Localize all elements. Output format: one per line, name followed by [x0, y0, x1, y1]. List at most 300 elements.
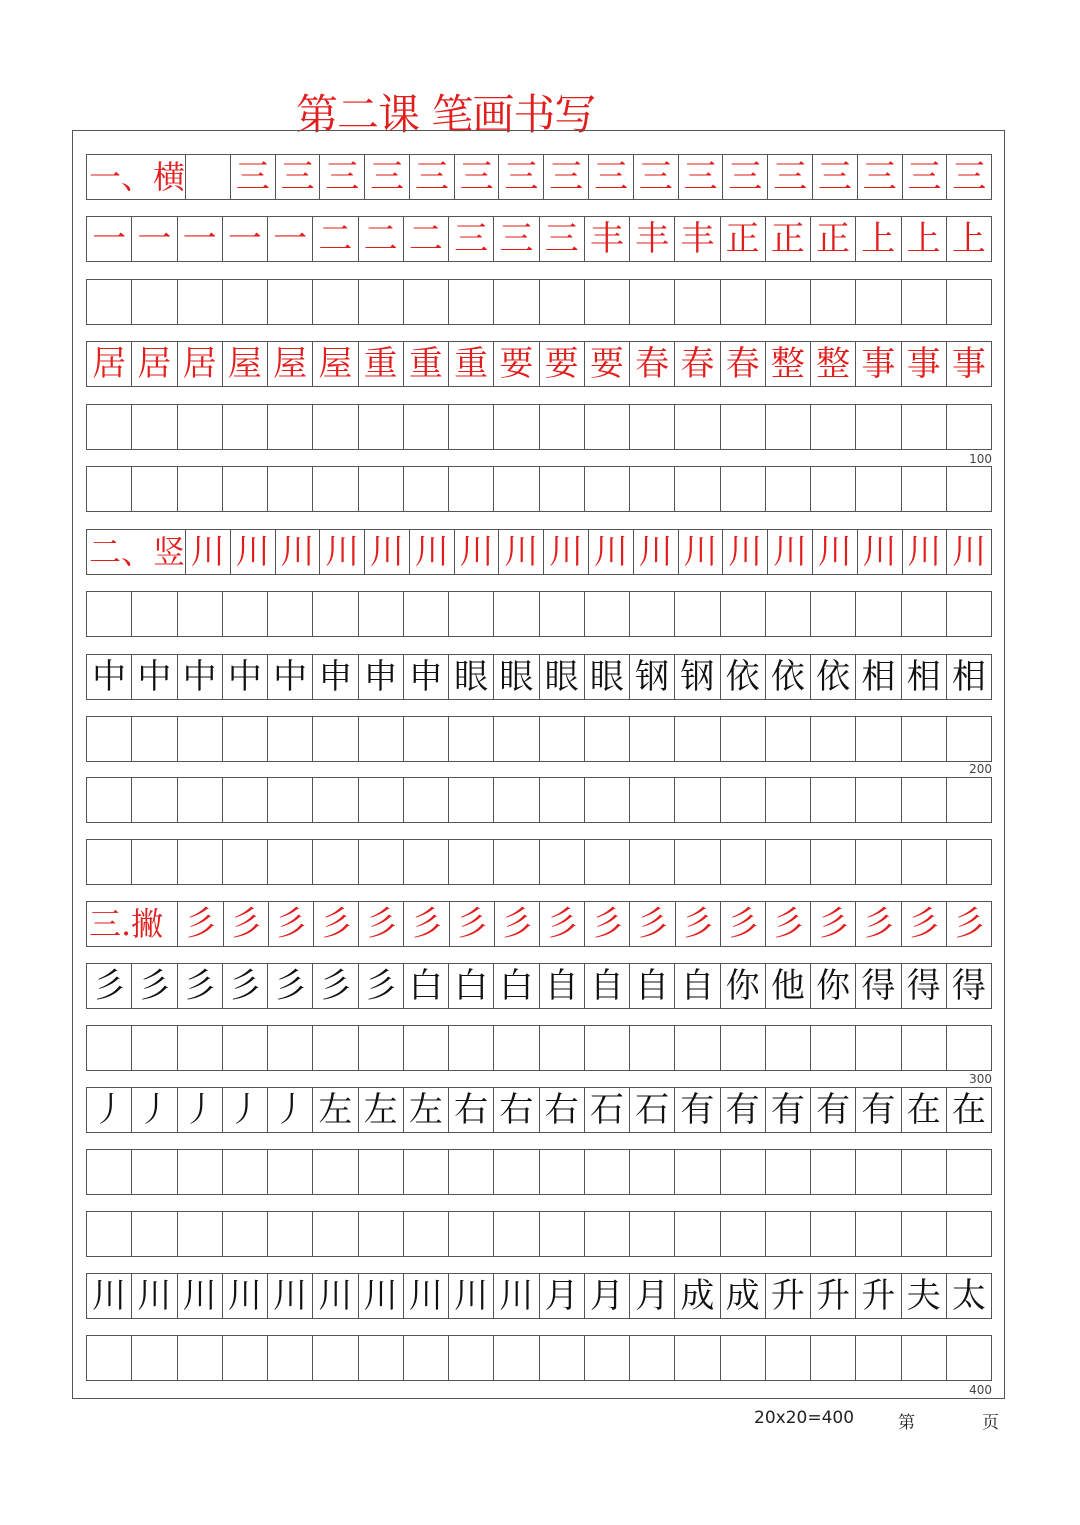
grid-cell: 春 — [630, 342, 675, 386]
grid-cell: 你 — [721, 964, 766, 1008]
grid-row — [86, 591, 992, 637]
grid-cell — [268, 1150, 313, 1194]
grid-cell: 三 — [903, 155, 948, 199]
grid-cell: 事 — [856, 342, 901, 386]
grid-cell — [947, 778, 991, 822]
grid-cell — [540, 1026, 585, 1070]
grid-cell: 整 — [811, 342, 856, 386]
grid-cell: 彡 — [178, 964, 223, 1008]
grid-cell: 三 — [589, 155, 634, 199]
grid-cell: 成 — [675, 1274, 720, 1318]
grid-cell: 彡 — [766, 902, 811, 946]
grid-cell — [132, 1150, 177, 1194]
grid-cell: 申 — [404, 655, 449, 699]
grid-cell: 眼 — [494, 655, 539, 699]
grid-cell: 川 — [768, 530, 813, 574]
grid-cell — [721, 1026, 766, 1070]
grid-cell: 三 — [858, 155, 903, 199]
grid-cell: 你 — [811, 964, 856, 1008]
grid-cell: 川 — [858, 530, 903, 574]
grid-cell — [721, 592, 766, 636]
grid-cell — [359, 717, 404, 761]
grid-cell — [404, 840, 449, 884]
grid-cell — [132, 405, 177, 449]
grid-cell — [585, 592, 630, 636]
grid-cell: 一 — [268, 217, 313, 261]
grid-cell: 彡 — [404, 902, 449, 946]
grid-cell: 三 — [540, 217, 585, 261]
grid-cell: 丿 — [223, 1088, 268, 1132]
grid-cell: 三 — [634, 155, 679, 199]
grid-cell — [178, 1336, 223, 1380]
grid-cell — [449, 717, 494, 761]
grid-cell — [947, 280, 991, 324]
grid-cell: 二 — [404, 217, 449, 261]
grid-cell: 彡 — [178, 902, 223, 946]
section-heading: 一、横 — [87, 155, 186, 199]
grid-cell — [359, 1026, 404, 1070]
grid-cell — [540, 1150, 585, 1194]
grid-cell — [223, 467, 268, 511]
grid-cell — [494, 1026, 539, 1070]
grid-cell — [630, 280, 675, 324]
page-title: 第二课 笔画书写 — [296, 90, 596, 139]
grid-cell: 月 — [585, 1274, 630, 1318]
grid-cell: 右 — [494, 1088, 539, 1132]
grid-cell: 中 — [132, 655, 177, 699]
grid-cell: 三 — [768, 155, 813, 199]
grid-cell — [675, 778, 720, 822]
grid-cell: 川 — [313, 1274, 358, 1318]
grid-cell — [178, 405, 223, 449]
grid-cell — [721, 405, 766, 449]
grid-cell — [404, 467, 449, 511]
grid-cell: 相 — [951, 657, 986, 697]
grid-cell — [721, 840, 766, 884]
grid-cell — [675, 280, 720, 324]
grid-cell — [902, 1150, 947, 1194]
grid-cell: 川 — [276, 530, 321, 574]
grid-cell — [494, 405, 539, 449]
grid-cell: 在 — [951, 1090, 986, 1130]
grid-cell: 自 — [630, 964, 675, 1008]
grid-cell: 居 — [87, 342, 132, 386]
grid-cell: 三 — [679, 155, 724, 199]
grid-cell — [404, 280, 449, 324]
grid-cell: 钢 — [630, 655, 675, 699]
grid-cell — [630, 840, 675, 884]
grid-cell: 川 — [365, 530, 410, 574]
grid-cell — [856, 778, 901, 822]
grid-cell: 三 — [813, 155, 858, 199]
grid-cell — [721, 717, 766, 761]
grid-cell: 屋 — [268, 342, 313, 386]
grid-cell: 重 — [449, 342, 494, 386]
grid-cell: 彡 — [856, 902, 901, 946]
grid-cell — [359, 1150, 404, 1194]
section-heading: 三.撇 — [87, 902, 178, 946]
grid-cell: 中 — [178, 655, 223, 699]
grid-cell — [404, 592, 449, 636]
grid-cell — [947, 467, 991, 511]
grid-cell — [87, 840, 132, 884]
grid-cell: 彡 — [811, 902, 856, 946]
grid-cell — [223, 1150, 268, 1194]
grid-cell — [675, 1212, 720, 1256]
grid-cell: 月 — [630, 1274, 675, 1318]
grid-cell — [721, 1336, 766, 1380]
grid-cell — [585, 1150, 630, 1194]
grid-cell: 丿 — [178, 1088, 223, 1132]
grid-cell: 春 — [721, 342, 766, 386]
grid-cell — [811, 1150, 856, 1194]
grid-cell: 丿 — [87, 1088, 132, 1132]
grid-cell: 三 — [499, 155, 544, 199]
grid-cell — [268, 1336, 313, 1380]
grid-cell: 丿 — [268, 1088, 313, 1132]
grid-cell — [856, 1336, 901, 1380]
grid-row — [86, 1149, 992, 1195]
grid-cell — [223, 405, 268, 449]
grid-cell: 二 — [359, 217, 404, 261]
grid-cell: 三 — [449, 217, 494, 261]
grid-cell — [721, 280, 766, 324]
grid-cell — [947, 1150, 991, 1194]
grid-row — [86, 216, 992, 262]
grid-cell: 他 — [766, 964, 811, 1008]
grid-cell — [947, 1026, 991, 1070]
grid-cell: 依 — [721, 655, 766, 699]
grid-cell — [630, 1336, 675, 1380]
grid-cell — [359, 280, 404, 324]
grid-cell: 彡 — [359, 902, 404, 946]
grid-cell: 事 — [902, 342, 947, 386]
grid-cell — [87, 778, 132, 822]
grid-cell — [766, 1150, 811, 1194]
grid-cell: 眼 — [449, 655, 494, 699]
grid-cell — [223, 840, 268, 884]
grid-row — [86, 901, 992, 947]
grid-cell — [404, 1026, 449, 1070]
grid-cell: 有 — [766, 1088, 811, 1132]
grid-row — [86, 777, 992, 823]
grid-cell — [494, 840, 539, 884]
grid-cell — [268, 840, 313, 884]
grid-row — [86, 963, 992, 1009]
grid-cell: 川 — [449, 1274, 494, 1318]
cell-counter: 400 — [969, 1383, 992, 1397]
grid-cell: 要 — [494, 342, 539, 386]
grid-cell — [132, 280, 177, 324]
grid-cell — [902, 467, 947, 511]
grid-cell: 左 — [404, 1088, 449, 1132]
cell-counter: 300 — [969, 1072, 992, 1086]
grid-cell — [947, 717, 991, 761]
grid-cell — [630, 592, 675, 636]
grid-cell — [186, 155, 231, 199]
grid-cell — [902, 405, 947, 449]
grid-cell — [313, 1212, 358, 1256]
grid-cell: 有 — [811, 1088, 856, 1132]
grid-cell: 川 — [679, 530, 724, 574]
section-heading: 二、竖 — [87, 530, 186, 574]
grid-cell — [585, 717, 630, 761]
grid-cell — [449, 1150, 494, 1194]
grid-cell: 一 — [87, 217, 132, 261]
grid-cell — [811, 1212, 856, 1256]
grid-cell: 川 — [723, 530, 768, 574]
grid-cell: 石 — [630, 1088, 675, 1132]
grid-cell — [404, 1150, 449, 1194]
grid-cell — [449, 280, 494, 324]
grid-cell: 川 — [320, 530, 365, 574]
grid-cell — [87, 1336, 132, 1380]
grid-cell: 彡 — [540, 902, 585, 946]
grid-cell — [268, 592, 313, 636]
grid-cell — [178, 778, 223, 822]
grid-cell: 川 — [903, 530, 948, 574]
grid-cell: 川 — [223, 1274, 268, 1318]
grid-cell: 三 — [544, 155, 589, 199]
grid-cell — [675, 1336, 720, 1380]
grid-cell: 一 — [132, 217, 177, 261]
grid-cell: 中 — [268, 655, 313, 699]
grid-cell — [449, 1336, 494, 1380]
grid-cell — [494, 280, 539, 324]
grid-cell — [811, 405, 856, 449]
grid-cell — [359, 778, 404, 822]
grid-cell — [132, 1336, 177, 1380]
grid-cell: 川 — [589, 530, 634, 574]
grid-cell — [811, 467, 856, 511]
grid-cell — [404, 778, 449, 822]
grid-cell: 彡 — [269, 902, 314, 946]
grid-cell: 川 — [178, 1274, 223, 1318]
grid-cell — [313, 280, 358, 324]
grid-cell: 中 — [223, 655, 268, 699]
grid-cell: 得 — [856, 964, 901, 1008]
grid-row — [86, 279, 992, 325]
grid-cell — [268, 1212, 313, 1256]
grid-cell: 川 — [499, 530, 544, 574]
grid-cell — [449, 467, 494, 511]
grid-cell — [675, 592, 720, 636]
grid-cell — [811, 1336, 856, 1380]
grid-cell — [313, 1026, 358, 1070]
grid-cell: 自 — [675, 964, 720, 1008]
grid-cell — [630, 405, 675, 449]
grid-cell: 川 — [634, 530, 679, 574]
grid-cell: 夫 — [902, 1274, 947, 1318]
grid-cell: 一 — [223, 217, 268, 261]
grid-cell: 三 — [410, 155, 455, 199]
grid-cell — [675, 1150, 720, 1194]
page-number-suffix: 页 — [982, 1413, 999, 1433]
grid-cell — [540, 840, 585, 884]
grid-cell — [675, 467, 720, 511]
grid-cell: 川 — [544, 530, 589, 574]
grid-cell — [404, 717, 449, 761]
grid-cell: 川 — [813, 530, 858, 574]
grid-cell — [811, 840, 856, 884]
grid-cell — [359, 467, 404, 511]
grid-cell — [313, 405, 358, 449]
grid-cell — [721, 1212, 766, 1256]
grid-cell — [540, 1212, 585, 1256]
page-number-label: 第 — [898, 1413, 915, 1433]
grid-cell — [675, 840, 720, 884]
grid-cell — [178, 467, 223, 511]
grid-cell — [902, 778, 947, 822]
grid-cell — [359, 840, 404, 884]
grid-cell — [630, 467, 675, 511]
grid-cell — [856, 1150, 901, 1194]
grid-cell: 自 — [540, 964, 585, 1008]
grid-cell — [585, 1212, 630, 1256]
grid-cell — [178, 1212, 223, 1256]
grid-cell: 上 — [856, 217, 901, 261]
grid-cell — [87, 467, 132, 511]
grid-cell: 屋 — [313, 342, 358, 386]
grid-cell — [856, 405, 901, 449]
grid-cell: 川 — [268, 1274, 313, 1318]
grid-cell: 彡 — [132, 964, 177, 1008]
grid-cell — [132, 467, 177, 511]
grid-cell: 彡 — [314, 902, 359, 946]
grid-cell: 重 — [359, 342, 404, 386]
grid-cell — [268, 280, 313, 324]
grid-cell — [721, 1150, 766, 1194]
grid-cell — [856, 840, 901, 884]
grid-cell: 升 — [811, 1274, 856, 1318]
grid-spec: 20x20=400 — [754, 1408, 855, 1428]
grid-cell: 申 — [313, 655, 358, 699]
grid-cell — [494, 717, 539, 761]
grid-row — [86, 466, 992, 512]
grid-cell: 彡 — [359, 964, 404, 1008]
cell-counter: 100 — [969, 452, 992, 466]
grid-cell — [811, 778, 856, 822]
grid-cell: 彡 — [495, 902, 540, 946]
grid-cell — [313, 717, 358, 761]
grid-row — [86, 1211, 992, 1257]
grid-cell: 正 — [766, 217, 811, 261]
grid-cell — [902, 1026, 947, 1070]
grid-cell — [313, 1150, 358, 1194]
grid-cell — [721, 467, 766, 511]
grid-cell: 彡 — [87, 964, 132, 1008]
grid-cell — [313, 840, 358, 884]
grid-cell — [721, 778, 766, 822]
grid-row — [86, 1025, 992, 1071]
grid-cell: 眼 — [585, 655, 630, 699]
grid-cell: 三 — [276, 155, 321, 199]
grid-cell — [902, 1212, 947, 1256]
grid-cell: 彡 — [450, 902, 495, 946]
grid-cell — [178, 840, 223, 884]
grid-cell — [811, 280, 856, 324]
grid-cell: 二 — [313, 217, 358, 261]
grid-cell — [132, 1026, 177, 1070]
grid-cell: 正 — [811, 217, 856, 261]
grid-cell — [630, 1026, 675, 1070]
grid-row — [86, 839, 992, 885]
grid-cell — [630, 778, 675, 822]
grid-cell — [585, 467, 630, 511]
grid-cell: 彡 — [676, 902, 721, 946]
grid-cell: 眼 — [540, 655, 585, 699]
grid-cell — [449, 592, 494, 636]
grid-cell — [223, 280, 268, 324]
cell-counter: 200 — [969, 762, 992, 776]
grid-cell — [268, 1026, 313, 1070]
grid-cell — [359, 592, 404, 636]
grid-cell — [585, 405, 630, 449]
grid-cell — [811, 1026, 856, 1070]
grid-cell — [404, 1212, 449, 1256]
grid-cell: 升 — [856, 1274, 901, 1318]
grid-cell — [902, 280, 947, 324]
grid-cell — [223, 1026, 268, 1070]
grid-cell — [902, 717, 947, 761]
grid-cell: 依 — [766, 655, 811, 699]
grid-cell — [766, 1212, 811, 1256]
grid-cell — [132, 717, 177, 761]
grid-cell: 正 — [721, 217, 766, 261]
grid-cell: 彡 — [902, 902, 947, 946]
grid-cell: 重 — [404, 342, 449, 386]
grid-cell: 彡 — [630, 902, 675, 946]
grid-cell — [856, 1212, 901, 1256]
grid-cell — [178, 1026, 223, 1070]
grid-cell — [223, 778, 268, 822]
grid-cell — [449, 405, 494, 449]
grid-cell — [313, 592, 358, 636]
grid-cell — [766, 1026, 811, 1070]
grid-cell — [223, 592, 268, 636]
grid-cell — [449, 840, 494, 884]
grid-cell — [494, 1212, 539, 1256]
grid-cell: 三 — [320, 155, 365, 199]
grid-cell — [87, 1212, 132, 1256]
grid-cell — [811, 592, 856, 636]
grid-cell — [223, 717, 268, 761]
grid-cell — [223, 1336, 268, 1380]
grid-cell: 丰 — [585, 217, 630, 261]
grid-cell — [947, 840, 991, 884]
grid-cell — [585, 1026, 630, 1070]
grid-cell — [947, 1212, 991, 1256]
grid-cell — [630, 1150, 675, 1194]
grid-cell — [268, 467, 313, 511]
grid-cell — [87, 280, 132, 324]
grid-cell — [223, 1212, 268, 1256]
grid-cell — [449, 778, 494, 822]
grid-cell — [268, 405, 313, 449]
grid-row — [86, 341, 992, 387]
grid-cell: 彡 — [268, 964, 313, 1008]
grid-row — [86, 716, 992, 762]
grid-cell — [540, 717, 585, 761]
grid-cell — [947, 405, 991, 449]
grid-cell — [585, 1336, 630, 1380]
grid-cell: 左 — [313, 1088, 358, 1132]
grid-cell: 丰 — [630, 217, 675, 261]
grid-cell: 三 — [723, 155, 768, 199]
grid-cell — [766, 1336, 811, 1380]
grid-cell — [811, 717, 856, 761]
grid-cell — [132, 1212, 177, 1256]
